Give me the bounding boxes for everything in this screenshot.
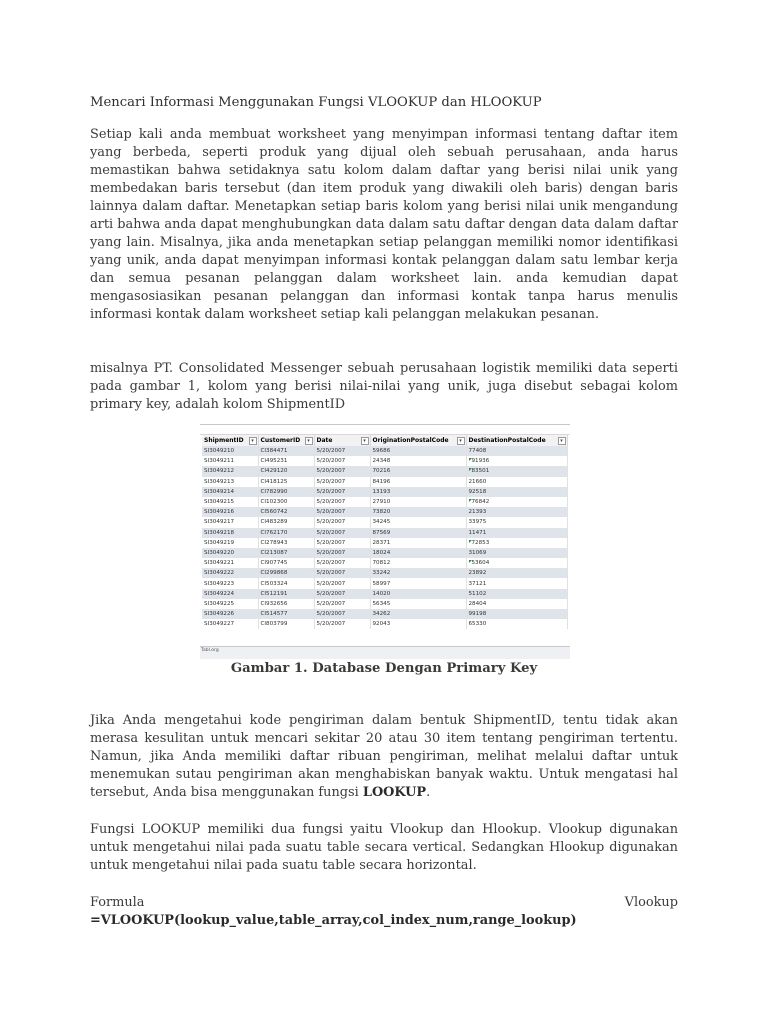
spreadsheet-figure	[200, 424, 570, 659]
cell-value: SI3049223	[204, 580, 235, 587]
cell-value: 72853	[471, 539, 490, 546]
cell-value: 59686	[372, 448, 391, 455]
table-cell[interactable]	[370, 477, 466, 487]
cell-value: SI3049219	[204, 539, 235, 546]
cell-value: 5/20/2007	[316, 611, 346, 618]
cell-value: 73820	[372, 509, 391, 516]
table-cell[interactable]	[258, 487, 314, 497]
cell-value: 5/20/2007	[316, 509, 346, 516]
cell-value: CI803799	[260, 621, 288, 628]
cell-value: SI3049216	[204, 509, 235, 516]
functions-paragraph: Fungsi LOOKUP memiliki dua fungsi yaitu Vlookup dan Hlookup. Vlookup digunakan untuk mengetahui nilai pada suatu table secara vertical. Sedangkan Hlookup digunakan untuk mengetahui nilai pada suatu table secara horizontal.	[90, 822, 678, 873]
table-cell[interactable]	[370, 456, 466, 466]
column-header[interactable]: ShipmentID ▾	[202, 435, 258, 446]
table-cell[interactable]	[202, 487, 258, 497]
filter-dropdown-icon[interactable]: ▾	[558, 437, 566, 445]
table-cell[interactable]	[258, 578, 314, 588]
cell-value: SI3049213	[204, 478, 235, 485]
table-cell[interactable]	[466, 477, 567, 487]
cell-value: 23892	[468, 570, 487, 577]
cell-value: 87569	[372, 529, 391, 536]
table-cell[interactable]	[466, 497, 567, 507]
table-cell[interactable]	[314, 589, 370, 599]
filter-dropdown-icon[interactable]: ▾	[361, 437, 369, 445]
column-header[interactable]: OriginationPostalCode ▾	[370, 435, 466, 446]
cell-value: 33242	[372, 570, 391, 577]
table-cell[interactable]	[202, 568, 258, 578]
table-row	[202, 548, 567, 558]
table-cell[interactable]	[202, 466, 258, 476]
table-cell[interactable]	[314, 548, 370, 558]
table-row	[202, 609, 567, 619]
cell-value: 92043	[372, 621, 391, 628]
table-row	[202, 497, 567, 507]
table-cell[interactable]	[258, 456, 314, 466]
cell-value: 5/20/2007	[316, 560, 346, 567]
cell-value: CI483289	[260, 519, 288, 526]
cell-value: 21660	[468, 478, 487, 485]
table-cell[interactable]	[314, 456, 370, 466]
table-row	[202, 517, 567, 527]
table-cell[interactable]	[370, 497, 466, 507]
cell-value: 77408	[468, 448, 487, 455]
cell-value: SI3049211	[204, 458, 235, 465]
cell-value: 53604	[471, 560, 490, 567]
table-cell[interactable]	[314, 528, 370, 538]
cell-value: 5/20/2007	[316, 539, 346, 546]
table-row	[202, 456, 567, 466]
table-cell[interactable]	[466, 548, 567, 558]
table-cell[interactable]	[258, 466, 314, 476]
table-cell[interactable]	[202, 446, 258, 456]
cell-value: 24348	[372, 458, 391, 465]
table-cell[interactable]	[202, 538, 258, 548]
table-cell[interactable]	[258, 507, 314, 517]
cell-value: SI3049212	[204, 468, 235, 475]
table-cell[interactable]	[370, 538, 466, 548]
table-cell[interactable]	[466, 599, 567, 609]
table-cell[interactable]	[202, 609, 258, 619]
formula-syntax: =VLOOKUP(lookup_value,table_array,col_index_num,range_lookup)	[90, 913, 577, 928]
table-row	[202, 538, 567, 548]
table-cell[interactable]	[370, 599, 466, 609]
lookup-paragraph	[90, 712, 678, 802]
table-cell[interactable]	[314, 558, 370, 568]
table-cell[interactable]	[314, 599, 370, 609]
cell-value: 5/20/2007	[316, 600, 346, 607]
table-row	[202, 578, 567, 588]
example-paragraph: misalnya PT. Consolidated Messenger sebuah perusahaan logistik memiliki data seperti pada gambar 1, kolom yang berisi nilai-nilai yang unik, juga disebut sebagai kolom primary key, adalah kolom ShipmentID	[90, 361, 678, 412]
table-cell[interactable]	[258, 589, 314, 599]
table-cell[interactable]	[314, 619, 370, 629]
cell-value: 13193	[372, 488, 391, 495]
table-cell[interactable]	[370, 609, 466, 619]
table-body	[202, 446, 567, 629]
table-cell[interactable]	[314, 578, 370, 588]
cell-value: 76842	[471, 499, 490, 506]
cell-value: 5/20/2007	[316, 468, 346, 475]
table-cell[interactable]	[370, 558, 466, 568]
cell-value: CI278943	[260, 539, 288, 546]
cell-value: 58997	[372, 580, 391, 587]
filter-dropdown-icon[interactable]: ▾	[457, 437, 465, 445]
table-cell[interactable]	[202, 517, 258, 527]
cell-value: 5/20/2007	[316, 580, 346, 587]
cell-value: CI495231	[260, 458, 288, 465]
sheet-tab-bar	[200, 646, 570, 659]
cell-value: 5/20/2007	[316, 478, 346, 485]
table-cell[interactable]	[202, 619, 258, 629]
cell-value: 5/20/2007	[316, 549, 346, 556]
cell-value: 18024	[372, 549, 391, 556]
lookup-paragraph-text: Jika Anda mengetahui kode pengiriman dalam bentuk ShipmentID, tentu tidak akan merasa kesulitan untuk mencari sekitar 20 atau 30 item tentang pengiriman tertentu. Namun, jika Anda memiliki daftar ribuan pengiriman, melihat melalui daftar untuk menemukan sutau pengiriman akan menghabiskan banyak waktu. Untuk mengatasi hal tersebut, Anda bisa menggunakan fungsi	[90, 713, 678, 800]
cell-value: 99198	[468, 611, 487, 618]
table-row	[202, 446, 567, 456]
cell-value: SI3049218	[204, 529, 235, 536]
cell-value: CI299868	[260, 570, 288, 577]
cell-value: CI429120	[260, 468, 288, 475]
cell-value: CI932656	[260, 600, 288, 607]
table-cell[interactable]	[202, 456, 258, 466]
table-cell[interactable]	[258, 477, 314, 487]
cell-value: 34262	[372, 611, 391, 618]
table-cell[interactable]	[314, 477, 370, 487]
shipment-table	[202, 435, 568, 629]
table-cell[interactable]	[466, 589, 567, 599]
table-cell[interactable]	[314, 609, 370, 619]
cell-value: 5/20/2007	[316, 519, 346, 526]
table-cell[interactable]	[314, 507, 370, 517]
document-heading: Mencari Informasi Menggunakan Fungsi VLOOKUP dan HLOOKUP	[90, 95, 542, 110]
table-cell[interactable]	[202, 528, 258, 538]
table-row	[202, 568, 567, 578]
table-cell[interactable]	[202, 599, 258, 609]
table-cell[interactable]	[258, 528, 314, 538]
table-row	[202, 477, 567, 487]
column-header[interactable]: Date ▾	[314, 435, 370, 446]
cell-value: 14020	[372, 590, 391, 597]
cell-value: SI3049224	[204, 590, 235, 597]
cell-value: 34245	[372, 519, 391, 526]
table-cell[interactable]	[370, 528, 466, 538]
table-row	[202, 619, 567, 629]
cell-value: 5/20/2007	[316, 570, 346, 577]
cell-value: 91936	[471, 458, 490, 465]
cell-value: CI418125	[260, 478, 288, 485]
cell-value: 31069	[468, 549, 487, 556]
cell-value: SI3049222	[204, 570, 235, 577]
cell-value: CI384471	[260, 448, 288, 455]
cell-value: 5/20/2007	[316, 448, 346, 455]
table-cell[interactable]	[466, 446, 567, 456]
table-cell[interactable]	[314, 517, 370, 527]
table-cell[interactable]	[466, 619, 567, 629]
intro-paragraph: Setiap kali anda membuat worksheet yang menyimpan informasi tentang daftar item yang berbeda, seperti produk yang dijual oleh sebuah perusahaan, anda harus memastikan bahwa setidaknya satu kolom dalam daftar yang berisi nilai unik yang membedakan baris tersebut (dan item produk yang diwakili oleh baris) dengan baris lainnya dalam daftar. Menetapkan setiap baris kolom yang berisi nilai unik mengandung arti bahwa anda dapat menghubungkan data dalam satu daftar dengan data dalam daftar yang lain. Misalnya, jika anda menetapkan setiap pelanggan memiliki nomor identifikasi yang unik, anda dapat menyimpan informasi kontak pelanggan dalam satu lembar kerja dan semua pesanan pelanggan dalam worksheet lain. anda kemudian dapat mengasosiasikan pesanan pelanggan dan informasi kontak tanpa harus menulis informasi kontak dalam worksheet setiap kali pelanggan melakukan pesanan.	[90, 127, 678, 322]
cell-value: SI3049214	[204, 488, 235, 495]
cell-value: 5/20/2007	[316, 488, 346, 495]
table-cell[interactable]	[202, 548, 258, 558]
cell-value: 37121	[468, 580, 487, 587]
table-cell[interactable]	[202, 589, 258, 599]
table-cell[interactable]	[202, 497, 258, 507]
table-header-row	[202, 435, 567, 446]
table-cell[interactable]	[466, 528, 567, 538]
table-cell[interactable]	[466, 538, 567, 548]
table-cell[interactable]	[370, 589, 466, 599]
table-cell[interactable]	[314, 538, 370, 548]
cell-value: CI782990	[260, 488, 288, 495]
table-cell[interactable]	[202, 477, 258, 487]
cell-value: CI213087	[260, 549, 288, 556]
table-cell[interactable]	[370, 517, 466, 527]
table-cell[interactable]	[466, 517, 567, 527]
document-body-lower	[90, 712, 678, 930]
cell-value: SI3049210	[204, 448, 235, 455]
cell-value: 28371	[372, 539, 391, 546]
cell-value: SI3049220	[204, 549, 235, 556]
cell-value: SI3049227	[204, 621, 235, 628]
cell-value: 84196	[372, 478, 391, 485]
cell-value: 70812	[372, 560, 391, 567]
table-cell[interactable]	[466, 487, 567, 497]
filter-dropdown-icon[interactable]: ▾	[305, 437, 313, 445]
table-cell[interactable]	[258, 599, 314, 609]
table-cell[interactable]	[258, 609, 314, 619]
cell-value: 27910	[372, 499, 391, 506]
figure-caption: Gambar 1. Database Dengan Primary Key	[230, 661, 538, 676]
cell-value: CI560742	[260, 509, 288, 516]
table-cell[interactable]	[370, 446, 466, 456]
table-cell[interactable]	[258, 568, 314, 578]
table-cell[interactable]	[314, 466, 370, 476]
cell-value: SI3049215	[204, 499, 235, 506]
column-header[interactable]: CustomerID ▾	[258, 435, 314, 446]
cell-value: 83501	[471, 468, 490, 475]
filter-dropdown-icon[interactable]: ▾	[249, 437, 257, 445]
cell-value: 51102	[468, 590, 487, 597]
table-cell[interactable]	[370, 507, 466, 517]
cell-value: SI3049226	[204, 611, 235, 618]
cell-value: 33975	[468, 519, 487, 526]
formula-line	[90, 894, 678, 930]
table-row	[202, 487, 567, 497]
table-cell[interactable]	[258, 548, 314, 558]
table-row	[202, 599, 567, 609]
table-cell[interactable]	[370, 548, 466, 558]
table-cell[interactable]	[202, 558, 258, 568]
table-cell[interactable]	[202, 507, 258, 517]
table-cell[interactable]	[466, 507, 567, 517]
table-cell[interactable]	[466, 456, 567, 466]
table-cell[interactable]	[466, 609, 567, 619]
cell-value: SI3049217	[204, 519, 235, 526]
cell-value: CI762170	[260, 529, 288, 536]
cell-value: SI3049225	[204, 600, 235, 607]
table-cell[interactable]	[314, 497, 370, 507]
cell-value: 21393	[468, 509, 487, 516]
cell-value: SI3049221	[204, 560, 235, 567]
cell-value: 11471	[468, 529, 487, 536]
cell-value: CI514577	[260, 611, 288, 618]
table-cell[interactable]	[314, 446, 370, 456]
table-cell[interactable]	[258, 538, 314, 548]
cell-value: 70216	[372, 468, 391, 475]
cell-value: 5/20/2007	[316, 458, 346, 465]
cell-value: 56345	[372, 600, 391, 607]
cell-value: 5/20/2007	[316, 621, 346, 628]
spreadsheet-top-band	[200, 425, 570, 435]
table-cell[interactable]	[466, 558, 567, 568]
table-cell[interactable]	[258, 517, 314, 527]
table-cell[interactable]	[370, 619, 466, 629]
table-cell[interactable]	[258, 619, 314, 629]
cell-value: 5/20/2007	[316, 590, 346, 597]
cell-value: 65330	[468, 621, 487, 628]
lookup-paragraph-end: .	[426, 785, 431, 800]
cell-value: CI102300	[260, 499, 288, 506]
document-body	[90, 94, 678, 414]
cell-value: 5/20/2007	[316, 529, 346, 536]
table-cell[interactable]	[202, 578, 258, 588]
table-cell[interactable]	[370, 568, 466, 578]
table-cell[interactable]	[370, 487, 466, 497]
cell-value: CI512191	[260, 590, 288, 597]
sheet-tab-label[interactable]: Tabl.org	[201, 648, 219, 653]
table-cell[interactable]	[466, 578, 567, 588]
table-cell[interactable]	[466, 568, 567, 578]
table-cell[interactable]	[370, 578, 466, 588]
cell-value: 92518	[468, 488, 487, 495]
cell-value: 5/20/2007	[316, 499, 346, 506]
cell-value: CI907745	[260, 560, 288, 567]
table-row	[202, 507, 567, 517]
table-row	[202, 528, 567, 538]
table-cell[interactable]	[258, 497, 314, 507]
lookup-bold-term: LOOKUP	[362, 785, 427, 800]
table-cell[interactable]	[466, 466, 567, 476]
table-row	[202, 558, 567, 568]
table-cell[interactable]	[258, 558, 314, 568]
table-row	[202, 589, 567, 599]
table-cell[interactable]	[314, 568, 370, 578]
cell-value: CI503324	[260, 580, 288, 587]
table-cell[interactable]	[258, 446, 314, 456]
column-header[interactable]: DestinationPostalCode ▾	[466, 435, 567, 446]
formula-label: Formula Vlookup	[90, 895, 678, 910]
table-row	[202, 466, 567, 476]
table-cell[interactable]	[314, 487, 370, 497]
table-cell[interactable]	[370, 466, 466, 476]
cell-value: 28404	[468, 600, 487, 607]
